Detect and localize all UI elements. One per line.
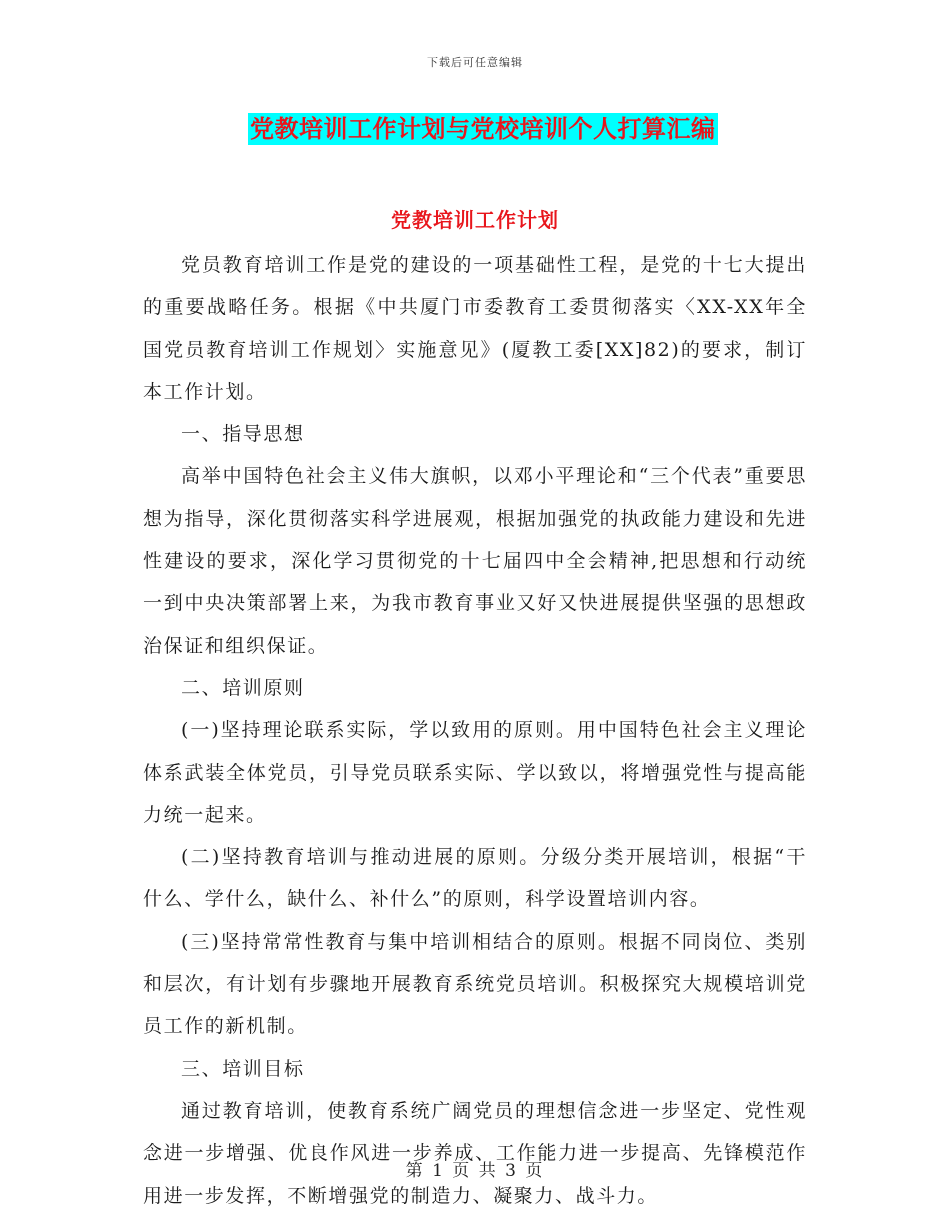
paragraph-training-goals: 通过教育培训，使教育系统广阔党员的理想信念进一步坚定、党性观念进一步增强、优良作风进一步养成、工作能力进一步提高、先锋模范作用进一步发挥，不断增强党的制造力、凝聚力、战斗力。 <box>143 1099 807 1207</box>
page-number-footer: 第 1 页 共 3 页 <box>405 1161 545 1181</box>
heading-guiding-thought: 一、指导思想 <box>181 423 305 446</box>
heading-training-goals: 三、培训目标 <box>181 1057 305 1080</box>
paragraph-intro: 党员教育培训工作是党的建设的一项基础性工程，是党的十七大提出的重要战略任务。根据《中共厦门市委教育工委贯彻落实〈XX-XX年全国党员教育培训工作规划〉实施意见》(厦教工委[XX]82)的要求，制订本工作计划。 <box>143 254 807 403</box>
heading-training-principles: 二、培训原则 <box>181 676 305 699</box>
document-body <box>143 244 807 1217</box>
document-title: 党教培训工作计划与党校培训个人打算汇编 <box>250 114 716 143</box>
paragraph-principle-3: (三)坚持常常性教育与集中培训相结合的原则。根据不同岗位、类别和层次，有计划有步骤地开展教育系统党员培训。积极探究大规模培训党员工作的新机制。 <box>143 930 807 1038</box>
paragraph-principle-1: (一)坚持理论联系实际，学以致用的原则。用中国特色社会主义理论体系武装全体党员，引导党员联系实际、学以致以，将增强党性与提高能力统一起来。 <box>143 719 807 826</box>
paragraph-guiding-thought: 高举中国特色社会主义伟大旗帜，以邓小平理论和“三个代表”重要思想为指导，深化贯彻落实科学进展观，根据加强党的执政能力建设和先进性建设的要求，深化学习贯彻党的十七届四中全会精神,把思想和行动统一到中央决策部署上来，为我市教育事业又好又快进展提供坚强的思想政治保证和组织保证。 <box>143 465 807 657</box>
paragraph-principle-2: (二)坚持教育培训与推动进展的原则。分级分类开展培训，根据“干什么、学什么，缺什么、补什么”的原则，科学设置培训内容。 <box>143 846 807 911</box>
header-note: 下载后可任意编辑 <box>427 56 523 69</box>
section-title: 党教培训工作计划 <box>391 208 559 232</box>
